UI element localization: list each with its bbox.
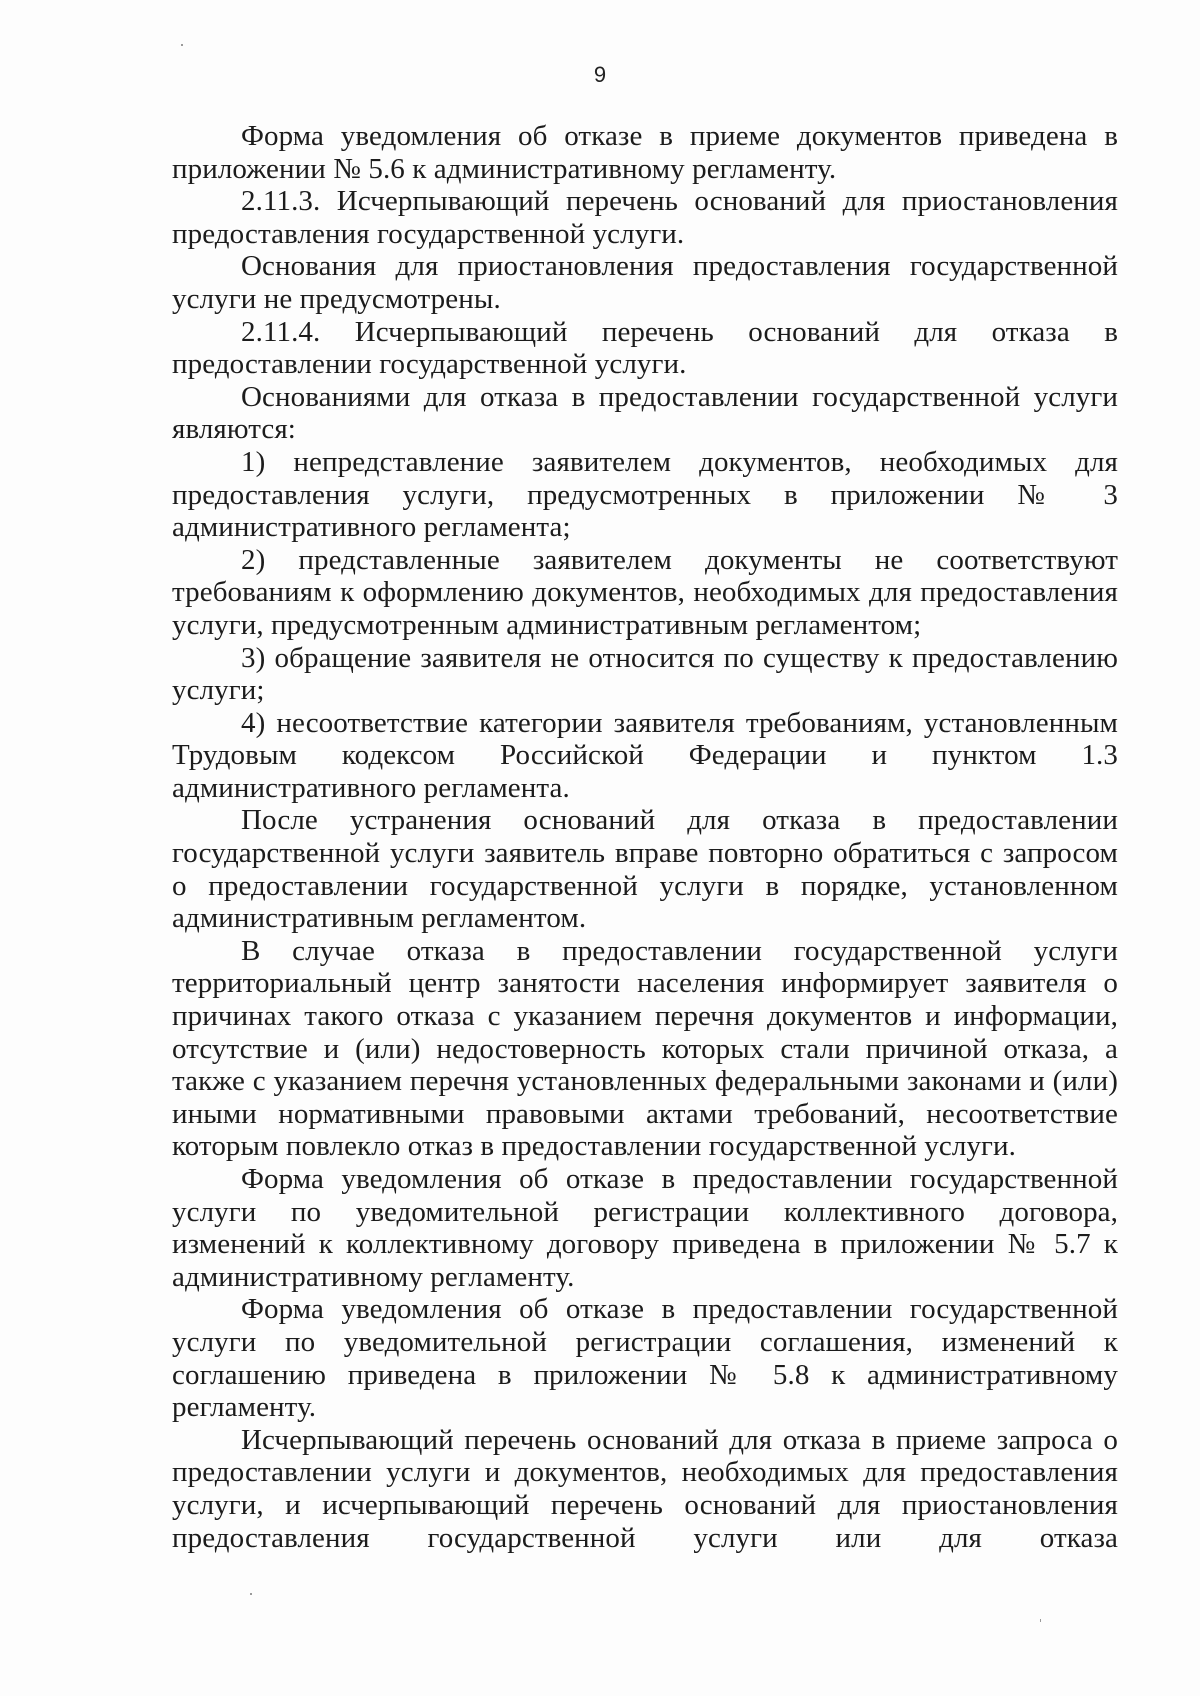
paragraph: 2.11.3. Исчерпывающий перечень оснований для приостановления предоставления государственной услуги. [172,185,1118,250]
page-number: 9 [593,62,607,87]
paragraph: 4) несоответствие категории заявителя требованиям, установленным Трудовым кодексом Российской Федерации и пунктом 1.3 административного регламента. [172,706,1118,804]
paragraph: Форма уведомления об отказе в предоставлении государственной услуги по уведомительной регистрации соглашения, изменений к соглашению приведена в приложении № 5.8 к административному регламенту. [172,1293,1118,1424]
paragraph: Основаниями для отказа в предоставлении государственной услуги являются: [172,380,1118,446]
paragraph: Форма уведомления об отказе в предоставлении государственной услуги по уведомительной регистрации коллективного договора, изменений к коллективному договору приведена в приложении № 5.7 к административному регламенту. [172,1163,1118,1293]
scan-speck [250,1593,252,1595]
paragraph: 2.11.4. Исчерпывающий перечень оснований для отказа в предоставлении государственной услуги. [172,315,1118,381]
document-body [172,120,1118,1554]
scan-speck [1040,1619,1041,1622]
paragraph: Основания для приостановления предоставления государственной услуги не предусмотрены. [172,250,1118,315]
paragraph: В случае отказа в предоставлении государственной услуги территориальный центр занятости населения информирует заявителя о причинах такого отказа с указанием перечня документов и информации, отсутствие и (или) недостоверность которых стали причиной отказа, а также с указанием перечня установленных федеральными законами и (или) иными нормативными правовыми актами требований, несоответствие которым повлекло отказ в предоставлении государственной услуги. [172,934,1118,1163]
scan-speck [181,44,183,46]
paragraph: Исчерпывающий перечень оснований для отказа в приеме запроса о предоставлении услуги и документов, необходимых для предоставления услуги, и исчерпывающий перечень оснований для приостановления предоставления государственной услуги или для отказа [172,1423,1118,1554]
paragraph: 3) обращение заявителя не относится по существу к предоставлению услуги; [172,641,1118,707]
paragraph: Форма уведомления об отказе в приеме документов приведена в приложении № 5.6 к административному регламенту. [172,120,1118,185]
paragraph: 1) непредставление заявителем документов, необходимых для предоставления услуги, предусмотренных в приложении № 3 административного регламента; [172,445,1118,544]
paragraph: После устранения оснований для отказа в предоставлении государственной услуги заявитель вправе повторно обратиться с запросом о предоставлении государственной услуги в порядке, установленном административным регламентом. [172,804,1118,935]
paragraph: 2) представленные заявителем документы не соответствуют требованиям к оформлению документов, необходимых для предоставления услуги, предусмотренным административным регламентом; [172,543,1118,641]
